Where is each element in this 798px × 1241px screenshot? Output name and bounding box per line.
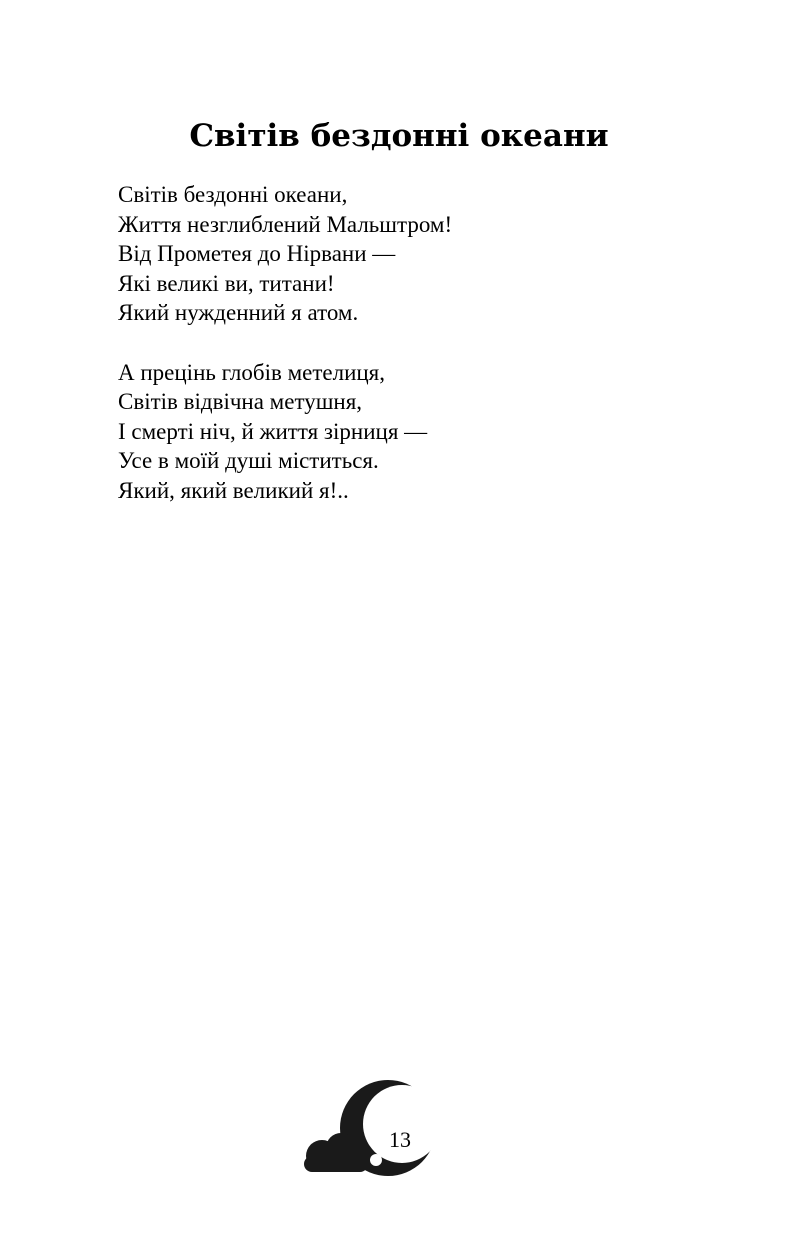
poem-line: Від Прометея до Нірвани — — [118, 241, 396, 266]
poem-line: Життя незглиблений Мальштром! — [118, 211, 453, 237]
poem-line: І смерті ніч, й життя зірниця — — [118, 418, 428, 444]
stanza-1 — [118, 180, 718, 328]
poem-line: А прецінь глобів метелиця, — [118, 359, 386, 385]
poem-line: Які великі ви, титани! — [118, 270, 335, 296]
poem-line: Світів бездонні океани, — [118, 182, 348, 207]
page-number: 13 — [389, 1127, 411, 1152]
poem-line: Який нужденний я атом. — [118, 300, 359, 325]
poem-title: Світів бездонні океани — [189, 118, 609, 154]
poem-body — [118, 180, 718, 505]
poem-line: Усе в моїй душі міститься. — [118, 448, 379, 473]
poem-line: Світів відвічна метушня, — [118, 389, 363, 414]
stanza-2 — [118, 358, 718, 506]
poem-line: Який, який великий я!.. — [118, 477, 349, 503]
